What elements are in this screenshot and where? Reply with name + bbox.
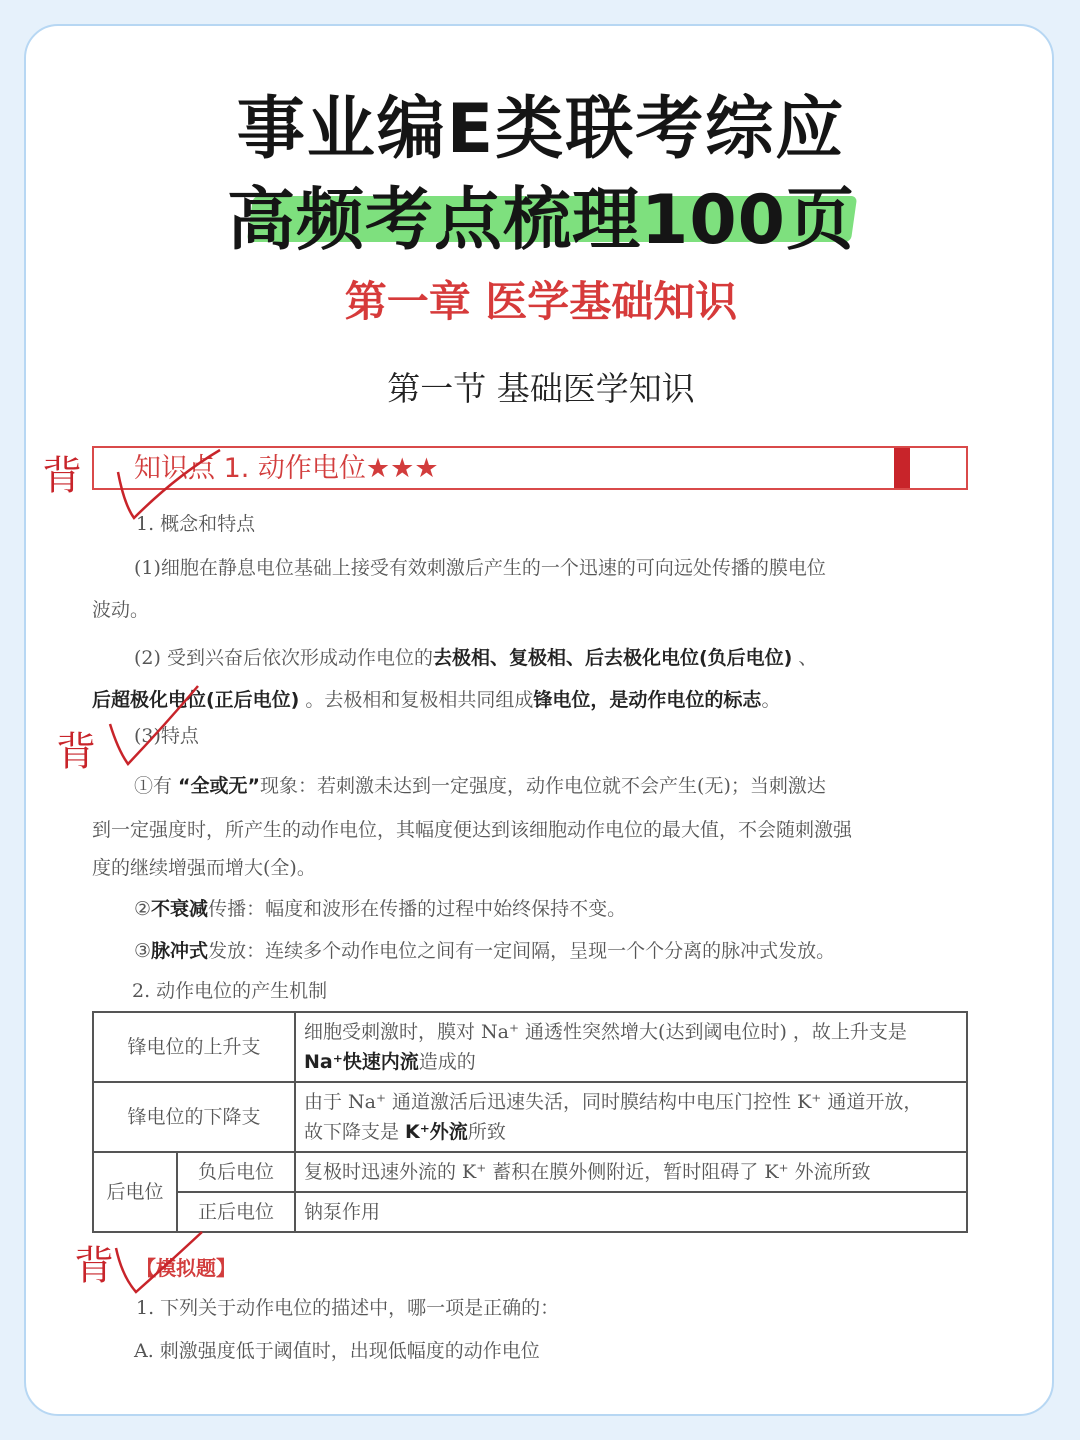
- checkmark-1: [118, 450, 220, 518]
- r1-text-c: 造成的: [418, 1051, 476, 1073]
- r2-bold: K⁺外流: [405, 1121, 468, 1143]
- p2-text-e: 。去极相和复极相共同组成: [299, 689, 534, 711]
- f3-text-c: 发放：连续多个动作电位之间有一定间隔，呈现一个个分离的脉冲式发放。: [208, 940, 836, 962]
- subheading-concept: 1. 概念和特点: [136, 513, 256, 535]
- checkmark-2: [110, 686, 198, 764]
- f2-bold: 不衰减: [151, 898, 209, 920]
- p2-text-c: 、: [792, 647, 818, 669]
- exercise-tag: 【模拟题】: [136, 1256, 236, 1280]
- handwritten-mark-2: 背: [56, 729, 96, 775]
- feature-1-line-2: 到一定强度时，所产生的动作电位，其幅度便达到该细胞动作电位的最大值，不会随刺激强: [92, 819, 853, 841]
- f2-text-c: 传播：幅度和波形在传播的过程中始终保持不变。: [208, 898, 627, 920]
- feature-1-line-3: 度的继续增强而增大(全)。: [92, 857, 316, 879]
- p2-bold-d: 后超极化电位(正后电位): [92, 689, 300, 711]
- r2-text-b: 故下降支是: [304, 1121, 406, 1143]
- f2-text-a: ②: [134, 898, 152, 920]
- p2-bold-b: 去极相、复极相、后去极化电位(负后电位): [432, 647, 793, 669]
- paragraph-1-line-1: (1)细胞在静息电位基础上接受有效刺激后产生的一个迅速的可向远处传播的膜电位: [134, 557, 826, 579]
- f1-text-c: 现象：若刺激未达到一定强度，动作电位就不会产生(无)；当刺激达: [260, 775, 826, 797]
- table-row-head: 锋电位的上升支: [93, 1012, 295, 1082]
- f3-bold: 脉冲式: [151, 940, 209, 962]
- p2-text-g: 。: [761, 689, 781, 711]
- table-row-head: 锋电位的下降支: [93, 1082, 295, 1152]
- subheading-mechanism: 2. 动作电位的产生机制: [132, 980, 328, 1002]
- r2-text-a: 由于 Na⁺ 通道激活后迅速失活，同时膜结构中电压门控性 K⁺ 通道开放，: [304, 1091, 923, 1113]
- r2-text-d: 所致: [467, 1121, 506, 1143]
- table-cell: 钠泵作用: [295, 1192, 967, 1232]
- f1-text-a: ①有: [134, 775, 179, 797]
- table-group-head: 后电位: [93, 1152, 177, 1232]
- r1-text-a: 细胞受刺激时，膜对 Na⁺ 通透性突然增大(达到阈电位时) ，故上升支是: [304, 1021, 907, 1043]
- subheading-features: (3)特点: [134, 725, 199, 747]
- document-card: [24, 24, 1054, 1416]
- exercise-option-a: A. 刺激强度低于阈值时，出现低幅度的动作电位: [134, 1340, 540, 1362]
- r1-bold: Na⁺快速内流: [304, 1051, 419, 1073]
- table-row-head: 负后电位: [177, 1152, 295, 1192]
- p2-bold-f: 锋电位，是动作电位的标志: [533, 689, 762, 711]
- title-line-1: 事业编E类联考综应: [236, 90, 846, 169]
- paragraph-1-line-2: 波动。: [92, 599, 150, 621]
- table-row-head: 正后电位: [177, 1192, 295, 1232]
- section-heading: 第一节 基础医学知识: [387, 369, 695, 408]
- knowledge-point-label: 知识点 1. 动作电位★★★: [134, 453, 439, 484]
- title-line-2: 高频考点梳理100页: [227, 181, 855, 260]
- f1-bold: “全或无”: [178, 775, 261, 797]
- checkmark-3: [116, 1232, 202, 1292]
- table-cell: 复极时迅速外流的 K⁺ 蓄积在膜外侧附近，暂时阻碍了 K⁺ 外流所致: [295, 1152, 967, 1192]
- exercise-question-1: 1. 下列关于动作电位的描述中，哪一项是正确的：: [136, 1297, 560, 1319]
- chapter-heading: 第一章 医学基础知识: [344, 277, 738, 326]
- handwritten-mark-1: 背: [42, 453, 82, 499]
- handwritten-mark-3: 背: [74, 1243, 114, 1289]
- handwritten-checkmarks: [26, 26, 1054, 1416]
- f3-text-a: ③: [134, 940, 152, 962]
- p2-text-a: (2) 受到兴奋后依次形成动作电位的: [134, 647, 433, 669]
